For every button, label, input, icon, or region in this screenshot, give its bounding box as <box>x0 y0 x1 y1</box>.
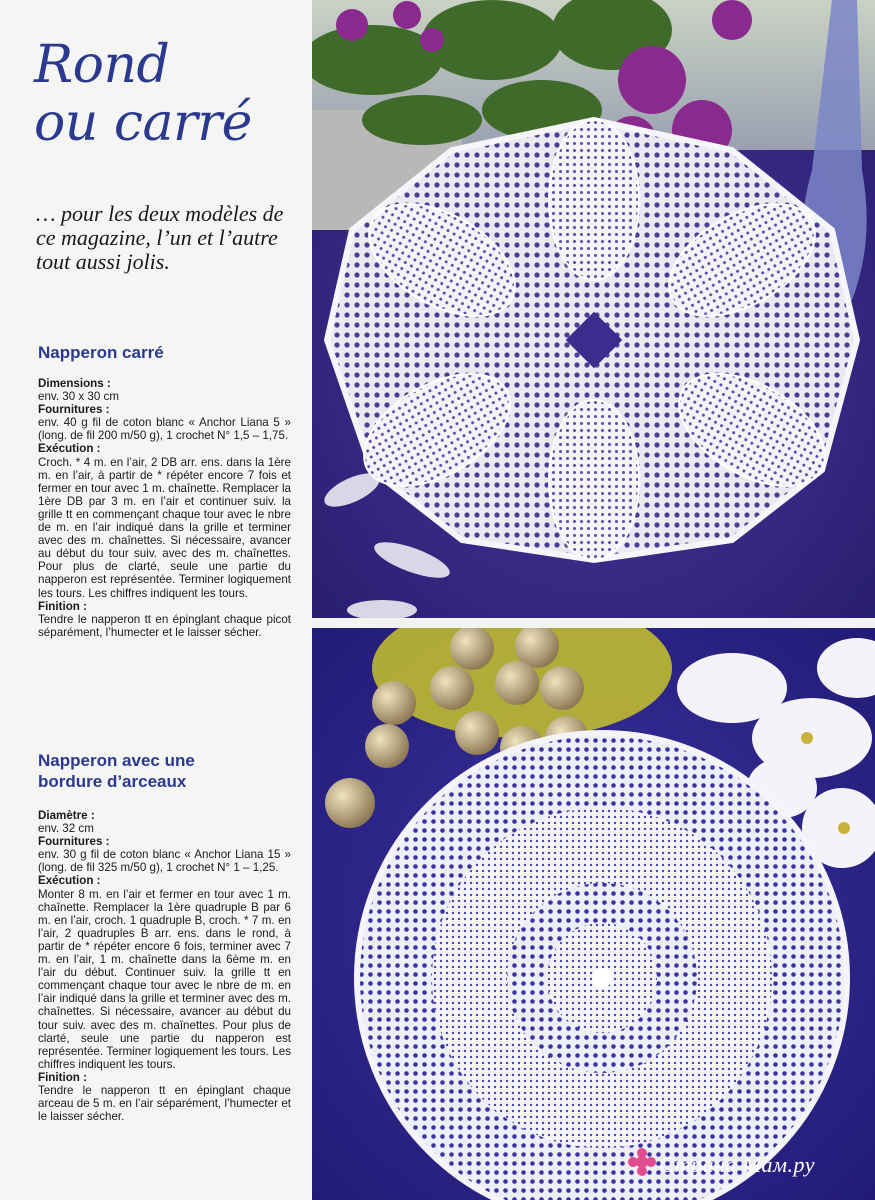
dimensions-label: Dimensions : <box>38 377 111 390</box>
intro-text: … pour les deux modèles de ce magazine, l’un et l’autre tout aussi jolis. <box>36 201 284 274</box>
flower-logo-icon <box>627 1147 657 1182</box>
title-line-2: ou carré <box>34 93 252 153</box>
finish-text-2: Tendre le napperon tt en épinglant chaque arceau de 5 m. en l’air séparément, l’humecter et le laisser sécher. <box>38 1083 291 1124</box>
round-doily <box>357 733 847 1200</box>
page-title <box>34 36 252 152</box>
supplies-label-2: Fournitures : <box>38 835 110 849</box>
execution-label: Exécution : <box>38 442 101 456</box>
supplies-value-2: env. 30 g fil de coton blanc « Anchor Liana 15 » (long. de fil 325 m/50 g), 1 crochet N° 1 – 1,25. <box>38 848 291 875</box>
section-heading-round-line-1: Napperon avec une <box>38 751 195 770</box>
section-heading-round-line-2: bordure d’arceaux <box>38 772 187 791</box>
section-body-square <box>38 377 291 639</box>
square-doily <box>327 120 857 560</box>
section-heading-square: Napperon carré <box>38 343 164 362</box>
diameter-value: env. 32 cm <box>38 822 94 836</box>
dimensions-value: env. 30 x 30 cm <box>38 390 119 404</box>
section-heading-round <box>38 750 195 792</box>
supplies-label: Fournitures : <box>38 403 110 417</box>
photo-square-doily <box>312 0 875 618</box>
photo-round-doily <box>312 628 875 1200</box>
site-watermark: Страна Мам.ру <box>659 1152 815 1177</box>
diameter-label: Diamètre : <box>38 809 95 822</box>
finish-label-2: Finition : <box>38 1070 87 1084</box>
execution-text: Croch. * 4 m. en l’air, 2 DB arr. ens. dans la 1ère m. en l’air, à partir de * répéter encore 7 fois et fermer en tour avec 1 m. chaînette. Remplacer la 1ère DB par 3 m. en l’air et continuer suiv. la grille tt en commençant chaque tour avec le nbre de m. en l’air indiqué dans la grille et terminer avec des m. chaînettes. Si nécessaire, avancer au début du tour suiv. avec des m. chaînettes. Pour plus de clarté, seule une partie du napperon est représentée. Terminer logiquement les tours. Les chiffres indiquent les tours. <box>38 455 291 600</box>
finish-label: Finition : <box>38 599 87 613</box>
finish-text: Tendre le napperon tt en épinglant chaque picot séparément, l’humecter et le laisser sécher. <box>38 612 291 639</box>
section-body-round <box>38 809 291 1123</box>
text-column <box>0 0 312 1200</box>
execution-label-2: Exécution : <box>38 874 101 888</box>
title-line-1: Rond <box>34 35 170 95</box>
execution-text-2: Monter 8 m. en l’air et fermer en tour avec 1 m. chaînette. Remplacer la 1ère quadruple B par 6 m. en l’air, croch. 1 quadruple B, croch. * 7 m. en l’air, 2 quadruples B arr. ens. dans le rond, à partir de * répéter encore 6 fois, terminer avec 7 m. en l’air, 1 m. chaînette dans la 6ème m. en l’air du début. Continuer suiv. la grille tt en commençant chaque tour avec le nbre de m. en l’air indiqué dans la grille et terminer avec des m. chaînettes. Si nécessaire, avancer au début du tour suiv. avec des m. chaînettes. Pour plus de clarté, seule une partie du napperon est représentée. Terminer logiquement les tours. Les chiffres indiquent les tours. <box>38 887 291 1071</box>
supplies-value: env. 40 g fil de coton blanc « Anchor Liana 5 » (long. de fil 200 m/50 g), 1 crochet N° 1,5 – 1,75. <box>38 416 291 443</box>
